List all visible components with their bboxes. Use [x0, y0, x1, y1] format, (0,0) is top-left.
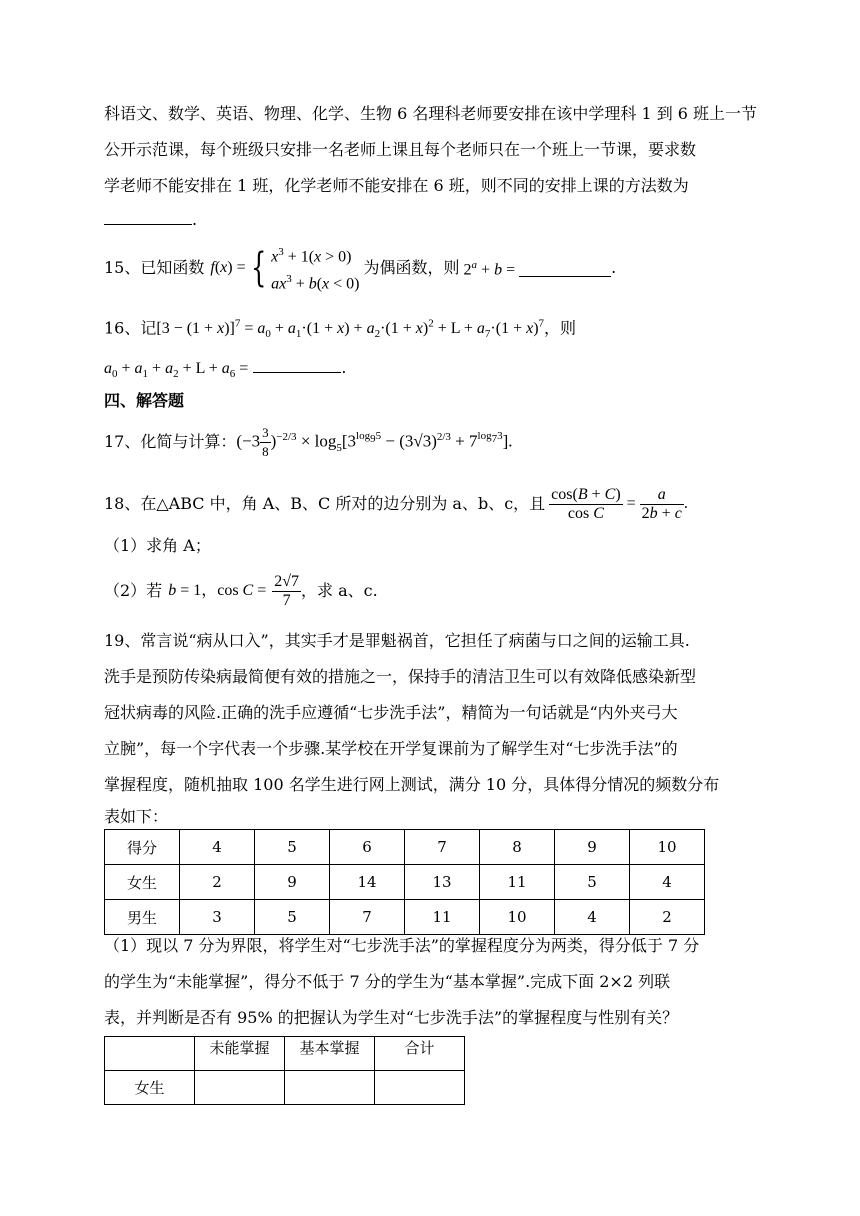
table-cell: 5: [555, 865, 630, 900]
table-cell: 6: [330, 830, 405, 865]
q16-line-2: [104, 356, 347, 384]
brace-symbol: {: [250, 245, 266, 291]
table-cell: 4: [555, 900, 630, 935]
q18-fraction-left: $\frac{\cos(B + C)}{\text{cos C}}$: [551, 485, 621, 522]
table-cell: 4: [630, 865, 705, 900]
q15-mid: 为偶函数，则: [363, 258, 460, 277]
q16-expansion: $[3 - (1 + x)]^7 = a_0 + a_1\cdot(1 + x) + a_2\cdot(1 + x)^2 + L + a_7\cdot(1 + x)^7$: [156, 318, 545, 341]
q16-suffix: ，则: [544, 318, 577, 338]
q18-sub1: （1）求角 A；: [104, 536, 211, 555]
table-cell: 8: [480, 830, 555, 865]
answer-blank: [104, 208, 192, 225]
table-header-row: [105, 1037, 465, 1071]
q18-sub2: [104, 568, 378, 614]
q18-cos-fraction: $\frac{2√7}{7}$: [274, 572, 300, 609]
answer-blank: [519, 260, 611, 277]
table-cell: [285, 1071, 375, 1105]
equals-sign: =: [626, 495, 636, 512]
q19-line-2: 洗手是预防传染病最简便有效的措施之一，保持手的清洁卫生可以有效降低感染新型: [104, 667, 697, 686]
q16-sum: $a_0 + a_1 + a_2 + L + a_6$ =: [104, 360, 249, 381]
table-cell: [375, 1071, 465, 1105]
q18-line-1: [104, 480, 688, 528]
table-row: [105, 1071, 465, 1105]
q15-prefix: 15、已知函数: [104, 258, 205, 277]
frequency-table: [104, 829, 705, 935]
section-heading: 四、解答题: [104, 391, 185, 410]
q17-prefix: 17、化简与计算：: [104, 432, 237, 451]
table-header-cell: 基本掌握: [285, 1037, 375, 1071]
table-cell: 14: [330, 865, 405, 900]
table-row-header: 得分: [105, 830, 180, 865]
q19-part1-line-1: （1）现以 7 分为界限，将学生对“七步洗手法”的掌握程度分为两类，得分低于 7 分: [104, 936, 700, 955]
contingency-table: [104, 1036, 465, 1105]
period: .: [611, 258, 617, 277]
q14-line-1: 科语文、数学、英语、物理、化学、生物 6 名理科老师要安排在该中学理科 1 到 6 班上一节: [104, 104, 758, 123]
table-header-cell: 合计: [375, 1037, 465, 1071]
q16-prefix: 16、记: [104, 318, 157, 338]
table-cell: 11: [405, 900, 480, 935]
q15-cases: $x^3 + 1(x > 0)$ $ax^3 + b(x < 0)$: [271, 245, 360, 293]
q15-expression: $2^a + b$ =: [463, 259, 516, 279]
table-cell: 13: [405, 865, 480, 900]
table-row: [105, 900, 705, 935]
q15-function-def: f(x) =: [210, 259, 246, 276]
table-cell: 5: [255, 830, 330, 865]
q15: [104, 244, 616, 292]
table-cell: 3: [180, 900, 255, 935]
q17-expression: (−3 $\frac{3}{8}$ )$^{-2/3} \times \log_5[3^{log_95} - (3√3)^{2/3} + 7^{log_73}]$.: [236, 424, 513, 459]
q17: [104, 418, 513, 466]
q18-fraction-right: $\frac{a}{2b + c}$: [641, 485, 682, 522]
table-row: [105, 865, 705, 900]
q18-condition: b = 1，cos C =: [168, 582, 267, 599]
table-row-header: 女生: [105, 865, 180, 900]
table-row: [105, 830, 705, 865]
q18-sub2-prefix: （2）若: [104, 581, 163, 600]
table-row-header: 女生: [105, 1071, 195, 1105]
period: .: [192, 210, 198, 229]
table-cell: 10: [630, 830, 705, 865]
table-header-cell: 未能掌握: [195, 1037, 285, 1071]
q19-line-3: 冠状病毒的风险.正确的洗手应遵循“七步洗手法”，精简为一句话就是“内外夹弓大: [104, 703, 678, 722]
q18-text: 18、在△ABC 中，角 A、B、C 所对的边分别为 a、b、c，且: [104, 494, 546, 513]
answer-blank: [253, 356, 341, 373]
table-cell: 10: [480, 900, 555, 935]
q19-part1-line-2: 的学生为“未能掌握”，得分不低于 7 分的学生为“基本掌握”.完成下面 2×2 列联: [104, 972, 671, 991]
q16-line-1: [104, 314, 576, 345]
table-cell: 9: [255, 865, 330, 900]
table-cell: 7: [405, 830, 480, 865]
table-cell: 2: [180, 865, 255, 900]
q14-answer-line: [104, 208, 197, 230]
table-cell: 5: [255, 900, 330, 935]
table-cell: 4: [180, 830, 255, 865]
q19-line-6: 表如下：: [104, 807, 169, 826]
table-row-header: 男生: [105, 900, 180, 935]
table-header-cell: [105, 1037, 195, 1071]
q19-part1-line-3: 表，并判断是否有 95% 的把握认为学生对“七步洗手法”的掌握程度与性别有关？: [104, 1008, 679, 1027]
table-cell: 7: [330, 900, 405, 935]
table-cell: 2: [630, 900, 705, 935]
q19-line-5: 掌握程度，随机抽取 100 名学生进行网上测试，满分 10 分，具体得分情况的频数分布: [104, 775, 720, 794]
table-cell: [195, 1071, 285, 1105]
q19-line-1: 19、常言说“病从口入”，其实手才是罪魁祸首，它担任了病菌与口之间的运输工具.: [104, 631, 690, 650]
period: .: [341, 358, 347, 377]
q18-sub2-suffix: ，求 a、c.: [301, 581, 378, 600]
period: .: [683, 495, 688, 512]
table-cell: 9: [555, 830, 630, 865]
q14-line-3: 学老师不能安排在 1 班，化学老师不能安排在 6 班，则不同的安排上课的方法数为: [104, 176, 689, 195]
q19-line-4: 立腕”，每一个字代表一个步骤.某学校在开学复课前为了解学生对“七步洗手法”的: [104, 739, 678, 758]
q14-line-2: 公开示范课，每个班级只安排一名老师上课且每个老师只在一个班上一节课，要求数: [104, 140, 697, 159]
table-cell: 11: [480, 865, 555, 900]
